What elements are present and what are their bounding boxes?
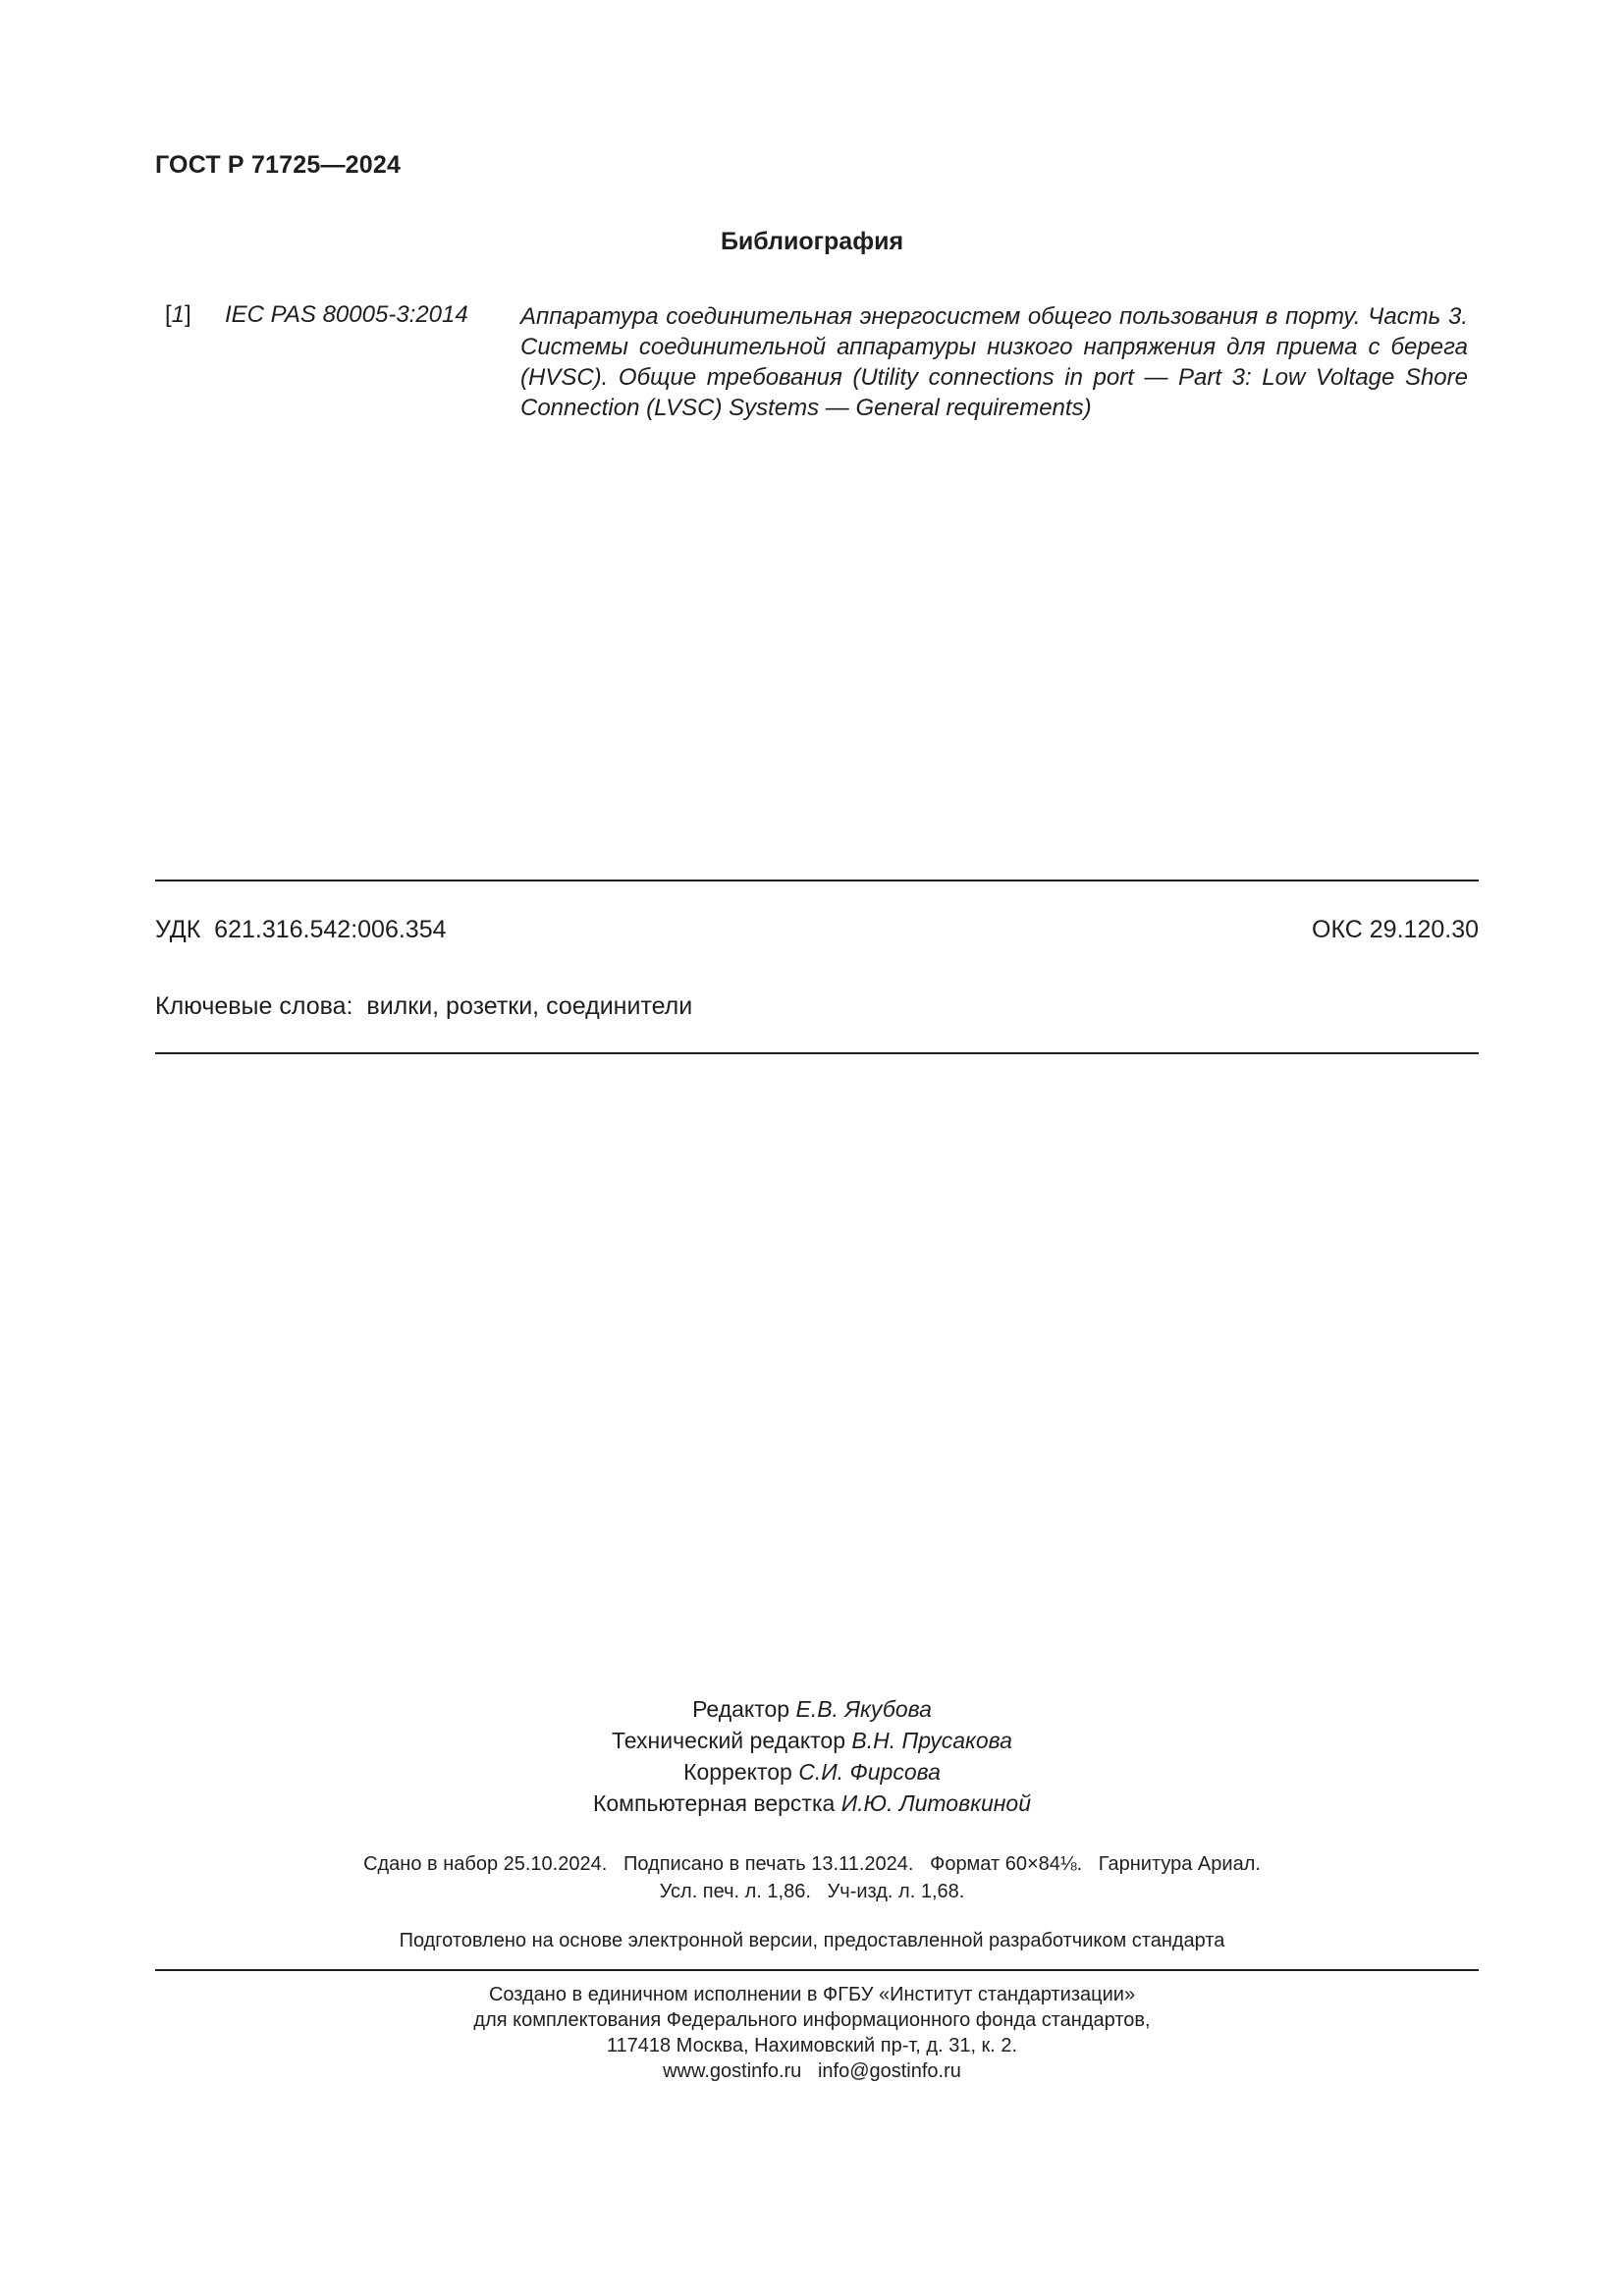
udk-line xyxy=(155,916,447,944)
footer-contacts xyxy=(0,2060,1624,2083)
credit-layout xyxy=(0,1790,1624,1817)
document-header-standard-id: ГОСТ Р 71725—2024 xyxy=(155,151,402,179)
corrector-role: Корректор xyxy=(683,1759,792,1785)
typeset-date: Сдано в набор 25.10.2024. xyxy=(363,1853,608,1875)
footer-line-2: для комплектования Федерального информационного фонда стандартов, xyxy=(473,2009,1151,2031)
footer-line-3: 117418 Москва, Нахимовский пр-т, д. 31, к. 2. xyxy=(606,2035,1018,2056)
footer-divider xyxy=(155,1969,1479,1971)
classification-bottom-divider xyxy=(155,1052,1479,1054)
oks-line xyxy=(1312,916,1479,944)
paper-format: Формат 60×84⅛. xyxy=(930,1853,1083,1875)
print-sheets: Усл. печ. л. 1,86. xyxy=(659,1881,811,1902)
footer-website: www.gostinfo.ru xyxy=(663,2060,802,2082)
print-info-line-1 xyxy=(0,1853,1624,1876)
bibliography-entry-code: IEC PAS 80005-3:2014 xyxy=(225,301,468,328)
layout-name: И.Ю. Литовкиной xyxy=(840,1790,1031,1816)
print-info-line-2 xyxy=(0,1881,1624,1903)
entry-number-value: 1 xyxy=(171,301,186,328)
footer-email: info@gostinfo.ru xyxy=(817,2060,961,2082)
footer-line-1: Создано в единичном исполнении в ФГБУ «Институт стандартизации» xyxy=(488,1984,1136,2005)
credit-editor xyxy=(0,1696,1624,1723)
oks-label: ОКС xyxy=(1312,916,1363,943)
oks-value: 29.120.30 xyxy=(1369,916,1479,943)
bibliography-title: Библиография xyxy=(720,228,904,255)
tech-editor-role: Технический редактор xyxy=(612,1728,846,1753)
keywords-label: Ключевые слова: xyxy=(155,992,353,1020)
udk-value: 621.316.542:006.354 xyxy=(214,916,447,943)
udk-label: УДК xyxy=(155,916,201,943)
signed-date: Подписано в печать 13.11.2024. xyxy=(623,1853,914,1875)
tech-editor-name: В.Н. Прусакова xyxy=(851,1728,1012,1753)
credit-tech-editor xyxy=(0,1728,1624,1754)
credit-corrector xyxy=(0,1759,1624,1786)
corrector-name: С.И. Фирсова xyxy=(798,1759,941,1785)
bibliography-entry-number: [1] xyxy=(165,301,191,328)
prepared-note: Подготовлено на основе электронной версии, предоставленной разработчиком стандарта xyxy=(399,1930,1225,1951)
keywords-value: вилки, розетки, соединители xyxy=(366,992,693,1020)
publisher-sheets: Уч-изд. л. 1,68. xyxy=(827,1881,965,1902)
layout-role: Компьютерная верстка xyxy=(592,1790,836,1816)
editor-name: Е.В. Якубова xyxy=(795,1696,932,1722)
classification-top-divider xyxy=(155,880,1479,881)
bibliography-entry-text: Аппаратура соединительная энергосистем общего пользования в порту. Часть 3. Системы соединительной аппаратуры низкого напряжения для приема с берега (HVSC). Общие требования (Utility connections in port — Part 3: Low Voltage Shore Connection (LVSC) Systems — General requirements) xyxy=(520,303,1468,421)
editor-role: Редактор xyxy=(692,1696,790,1722)
typeface: Гарнитура Ариал. xyxy=(1098,1853,1261,1875)
keywords-line xyxy=(155,992,692,1021)
